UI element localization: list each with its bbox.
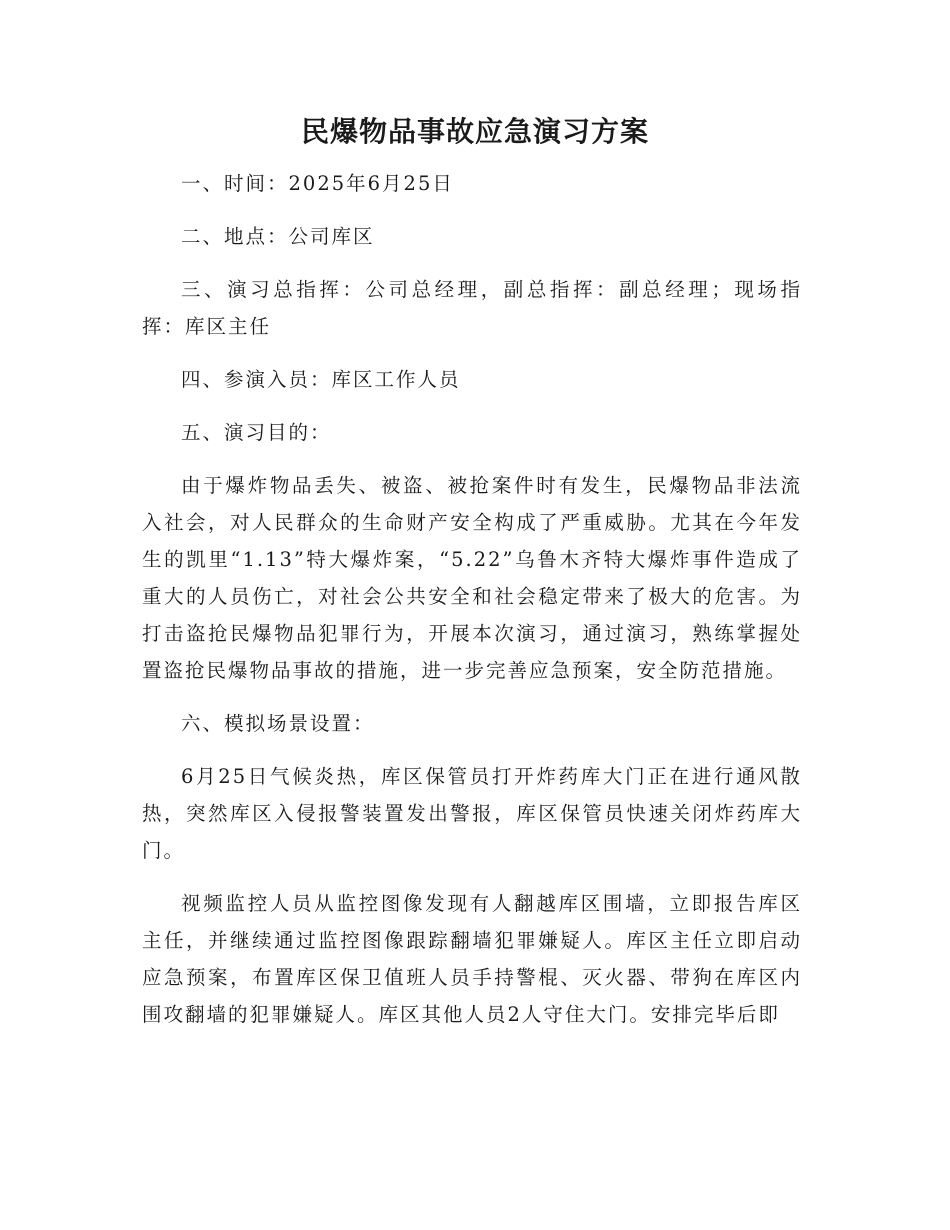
paragraph-command: 三、演习总指挥：公司总经理，副总指挥：副总经理；现场指挥：库区主任 bbox=[142, 278, 802, 338]
document-title: 民爆物品事故应急演习方案 bbox=[300, 115, 649, 148]
paragraph-time: 一、时间：2025年6月25日 bbox=[181, 172, 454, 195]
paragraph-scenario-heading: 六、模拟场景设置： bbox=[181, 712, 375, 735]
paragraph-scenario-1: 6月25日气候炎热，库区保管员打开炸药库大门正在进行通风散热，突然库区入侵报警装置发出警报，库区保管员快速关闭炸药库大门。 bbox=[142, 765, 802, 862]
paragraph-participants: 四、参演入员：库区工作人员 bbox=[181, 368, 461, 391]
paragraph-purpose-heading: 五、演习目的： bbox=[181, 421, 332, 444]
paragraph-scenario-2: 视频监控人员从监控图像发现有人翻越库区围墙，立即报告库区主任，并继续通过监控图像跟踪翻墙犯罪嫌疑人。库区主任立即启动应急预案，布置库区保卫值班人员手持警棍、灭火器、带狗在库区内围攻翻墙的犯罪嫌疑人。库区其他人员2人守住大门。安排完毕后即 bbox=[142, 892, 802, 1026]
paragraph-location: 二、地点：公司库区 bbox=[181, 225, 375, 248]
document-body bbox=[142, 165, 802, 1049]
paragraph-purpose-body: 由于爆炸物品丢失、被盗、被抢案件时有发生，民爆物品非法流入社会，对人民群众的生命财产安全构成了严重威胁。尤其在今年发生的凯里“1.13”特大爆炸案，“5.22”乌鲁木齐特大爆炸事件造成了重大的人员伤亡，对社会公共安全和社会稳定带来了极大的危害。为打击盗抢民爆物品犯罪行为，开展本次演习，通过演习，熟练掌握处置盗抢民爆物品事故的措施，进一步完善应急预案，安全防范措施。 bbox=[142, 474, 802, 682]
